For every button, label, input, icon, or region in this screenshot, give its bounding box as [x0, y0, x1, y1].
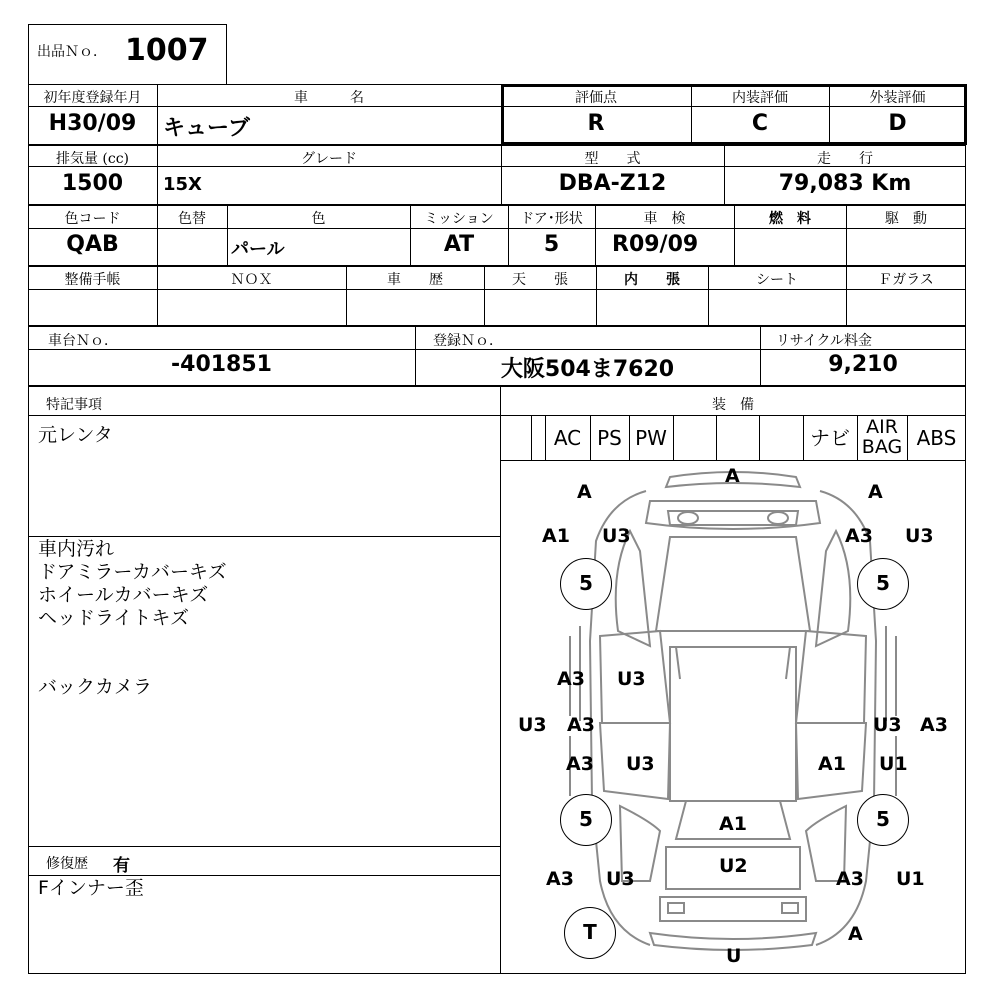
damage-mark: U3: [602, 525, 631, 547]
damage-mark: A1: [818, 753, 846, 775]
exterior-value: D: [888, 111, 907, 136]
displacement-label: 排気量 (cc): [55, 151, 130, 167]
damage-mark: A3: [566, 753, 594, 775]
model-label: 型 式: [584, 151, 641, 167]
damage-mark: U3: [873, 714, 902, 736]
equip-item: PW: [635, 426, 667, 450]
damage-mark: U3: [617, 668, 646, 690]
recycle-value: 9,210: [828, 352, 898, 377]
damage-mark: A3: [567, 714, 595, 736]
color-code-value: QAB: [66, 232, 119, 257]
mission-value: AT: [443, 232, 475, 257]
note-item: ヘッドライトキズ: [38, 607, 190, 629]
score-value: R: [587, 111, 605, 136]
color-code-label: 色コード: [64, 211, 121, 227]
damage-mark: U1: [879, 753, 908, 775]
grade-value: 15X: [163, 174, 202, 195]
damage-mark: U3: [905, 525, 934, 547]
equipment-label: 装 備: [712, 397, 754, 413]
repair-history-label: 修復歴: [46, 856, 88, 872]
equip-item: AIR BAG: [861, 416, 903, 458]
interior-label: 内装評価: [732, 90, 788, 106]
inspection-label: 車 検: [643, 211, 686, 227]
notes-extra: バックカメラ: [38, 676, 153, 698]
car-name-label: 車 名: [294, 90, 364, 106]
damage-mark: A3: [920, 714, 948, 736]
damage-mark: A3: [546, 868, 574, 890]
recycle-label: リサイクル料金: [776, 333, 873, 349]
damage-mark: U3: [606, 868, 635, 890]
reg-year-value: H30/09: [48, 111, 137, 136]
interior-value: C: [751, 111, 769, 136]
door-label: ドア･形状: [520, 211, 583, 227]
grade-label: グレード: [301, 151, 357, 167]
tire-front-right: 5: [857, 558, 909, 610]
sunroof-label: 天 張: [512, 272, 568, 288]
tire-spare: T: [564, 907, 616, 959]
mileage-value: 79,083 Km: [778, 171, 912, 196]
note-item: 車内汚れ: [38, 538, 115, 560]
seat-label: シート: [756, 272, 798, 288]
damage-mark: A3: [836, 868, 864, 890]
color-label: 色: [311, 211, 326, 227]
tire-rear-left: 5: [560, 794, 612, 846]
repair-note: Fインナー歪: [38, 877, 144, 899]
equip-item: PS: [597, 426, 622, 450]
nox-label: ＮＯＸ: [230, 272, 273, 288]
model-value: DBA-Z12: [558, 171, 667, 196]
equip-item: ABS: [916, 426, 957, 450]
car-name-value: キューブ: [163, 116, 250, 141]
damage-mark: A1: [719, 813, 747, 835]
repair-history-value: 有: [113, 856, 130, 876]
note-item: ドアミラーカバーキズ: [38, 561, 227, 583]
exterior-label: 外装評価: [869, 90, 926, 106]
damage-mark: U: [726, 945, 742, 967]
lot-number: 1007: [125, 33, 209, 68]
damage-mark: A: [848, 923, 863, 945]
chassis-label: 車台Ｎｏ．: [48, 333, 118, 349]
damage-mark: A: [577, 481, 592, 503]
drive-label: 駆 動: [885, 211, 927, 227]
door-value: 5: [543, 232, 560, 257]
note-item: ホイールカバーキズ: [38, 584, 209, 606]
damage-mark: A1: [542, 525, 570, 547]
damage-mark: A: [868, 481, 883, 503]
notes-label: 特記事項: [46, 397, 102, 413]
plate-value: 大阪504ま7620: [500, 357, 675, 382]
equip-item: ナビ: [810, 426, 850, 450]
lot-box: [28, 24, 227, 84]
front-glass-label: Ｆガラス: [878, 272, 934, 288]
interior-trim-label: 内 張: [624, 272, 680, 288]
damage-mark: U3: [626, 753, 655, 775]
chassis-value: -401851: [171, 352, 272, 377]
repaint-label: 色替: [178, 211, 206, 227]
inspection-value: R09/09: [612, 232, 699, 257]
damage-mark: U3: [518, 714, 547, 736]
tire-front-left: 5: [560, 558, 612, 610]
damage-mark: A: [725, 465, 740, 487]
mission-label: ミッション: [424, 211, 494, 227]
mileage-label: 走 行: [817, 151, 873, 167]
damage-mark: A3: [557, 668, 585, 690]
service-book-label: 整備手帳: [64, 272, 121, 288]
tire-rear-right: 5: [857, 794, 909, 846]
history-label: 車 歴: [387, 272, 443, 288]
equip-item: AC: [553, 426, 582, 450]
notes-line-rental: 元レンタ: [38, 424, 113, 446]
color-value: パール: [231, 239, 285, 260]
lot-label: 出品Ｎｏ．: [37, 44, 107, 60]
damage-mark: U2: [719, 855, 748, 877]
score-label: 評価点: [575, 90, 617, 106]
displacement-value: 1500: [61, 171, 124, 196]
fuel-label: 燃 料: [769, 211, 811, 227]
damage-mark: A3: [845, 525, 873, 547]
plate-label: 登録Ｎｏ．: [433, 333, 503, 349]
reg-year-label: 初年度登録年月: [43, 90, 142, 106]
damage-mark: U1: [896, 868, 925, 890]
